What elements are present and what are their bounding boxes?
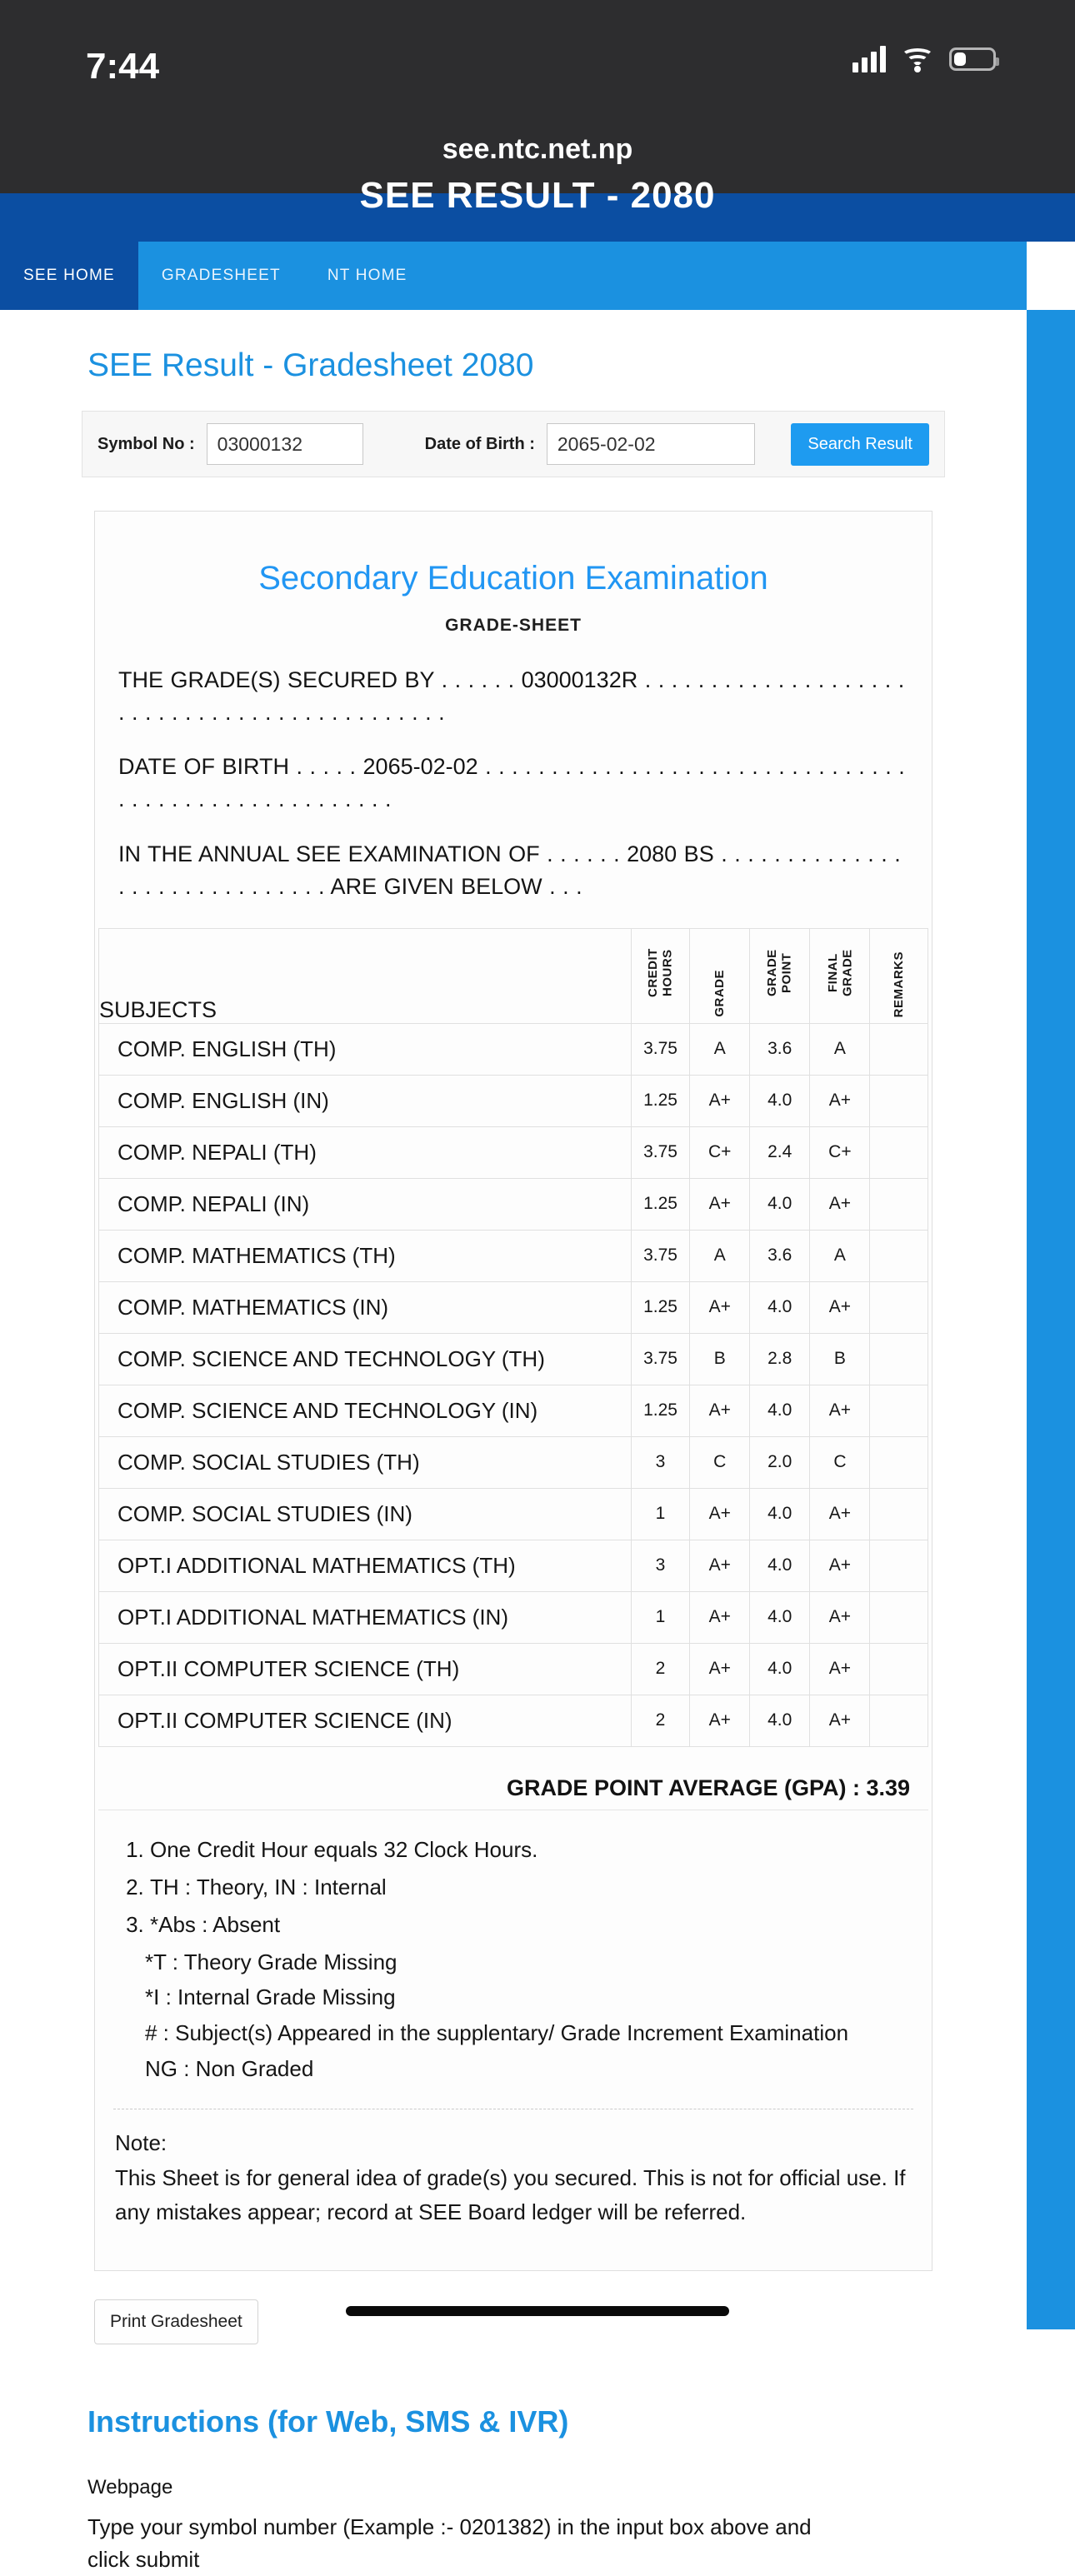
- column-header-grade-point-label: GRADE POINT: [765, 949, 794, 997]
- column-header-final-grade-label: FINAL GRADE: [825, 949, 854, 997]
- cell-credit-hours: 3: [631, 1540, 690, 1591]
- cell-remarks: [870, 1023, 928, 1075]
- cell-grade: A+: [690, 1591, 750, 1643]
- symbol-no-input[interactable]: [207, 423, 363, 465]
- cell-credit-hours: 1.25: [631, 1281, 690, 1333]
- cell-credit-hours: 1.25: [631, 1178, 690, 1230]
- notes-list: [150, 1832, 912, 1943]
- cell-credit-hours: 3: [631, 1436, 690, 1488]
- instructions-text: Type your symbol number (Example :- 0201382) in the input box above and click submit: [88, 2514, 812, 2572]
- cell-subject: OPT.I ADDITIONAL MATHEMATICS (IN): [99, 1591, 632, 1643]
- cell-remarks: [870, 1540, 928, 1591]
- cell-grade-point: 2.4: [750, 1126, 810, 1178]
- disclaimer-heading: Note:: [115, 2130, 168, 2156]
- gradesheet-title: Secondary Education Examination: [258, 560, 768, 597]
- cell-grade: A+: [690, 1075, 750, 1126]
- browser-chrome: [0, 0, 1075, 193]
- cell-final-grade: C+: [810, 1126, 870, 1178]
- table-row: [99, 1230, 928, 1281]
- cell-grade: C+: [690, 1126, 750, 1178]
- cell-grade: A+: [690, 1281, 750, 1333]
- cell-grade-point: 4.0: [750, 1281, 810, 1333]
- result-search-form: [82, 411, 945, 477]
- symbol-no-label: Symbol No :: [98, 434, 195, 453]
- cell-final-grade: C: [810, 1436, 870, 1488]
- cell-subject: COMP. SCIENCE AND TECHNOLOGY (IN): [99, 1385, 632, 1436]
- cell-final-grade: A+: [810, 1643, 870, 1695]
- cell-credit-hours: 3.75: [631, 1126, 690, 1178]
- gradesheet-subtitle: GRADE-SHEET: [445, 616, 582, 635]
- cellular-signal-icon: [852, 46, 886, 72]
- page-content: [0, 310, 1027, 2576]
- cell-final-grade: A: [810, 1230, 870, 1281]
- table-row: [99, 1178, 928, 1230]
- cell-subject: OPT.I ADDITIONAL MATHEMATICS (TH): [99, 1540, 632, 1591]
- column-header-credit-hours-label: CREDIT HOURS: [646, 948, 675, 998]
- gradesheet-notes: [95, 1810, 932, 2087]
- note-sub-theory-missing: *T : Theory Grade Missing: [145, 1949, 398, 1974]
- table-row: [99, 1281, 928, 1333]
- nav-item-nt-home[interactable]: [304, 242, 431, 310]
- cell-final-grade: B: [810, 1333, 870, 1385]
- cell-subject: COMP. ENGLISH (TH): [99, 1023, 632, 1075]
- search-result-button[interactable]: Search Result: [791, 423, 929, 466]
- cell-remarks: [870, 1436, 928, 1488]
- disclaimer-text: This Sheet is for general idea of grade(s) you secured. This is not for official use. If any mistakes appear; record at SEE Board ledger will be referred.: [115, 2164, 906, 2225]
- cell-remarks: [870, 1126, 928, 1178]
- table-row: [99, 1436, 928, 1488]
- cell-credit-hours: 1: [631, 1488, 690, 1540]
- cell-grade-point: 4.0: [750, 1178, 810, 1230]
- hero-title: SEE RESULT - 2080: [359, 175, 716, 216]
- column-header-grade-label: GRADE: [712, 970, 728, 1017]
- cell-credit-hours: 1: [631, 1591, 690, 1643]
- cell-grade-point: 4.0: [750, 1695, 810, 1746]
- cell-final-grade: A+: [810, 1178, 870, 1230]
- cell-grade: A+: [690, 1695, 750, 1746]
- cell-grade: A+: [690, 1178, 750, 1230]
- webpage-viewport: [0, 175, 1075, 2572]
- cell-grade-point: 2.0: [750, 1436, 810, 1488]
- cell-grade: A: [690, 1230, 750, 1281]
- cell-credit-hours: 3.75: [631, 1333, 690, 1385]
- table-row: [99, 1385, 928, 1436]
- cell-final-grade: A: [810, 1023, 870, 1075]
- date-of-birth-input[interactable]: [547, 423, 755, 465]
- table-row: [99, 1643, 928, 1695]
- table-row: [99, 1591, 928, 1643]
- address-bar[interactable]: see.ntc.net.np: [442, 133, 633, 165]
- cell-subject: COMP. SCIENCE AND TECHNOLOGY (TH): [99, 1333, 632, 1385]
- print-gradesheet-button[interactable]: Print Gradesheet: [94, 2299, 258, 2344]
- wifi-icon: [901, 47, 934, 72]
- cell-grade-point: 3.6: [750, 1230, 810, 1281]
- cell-grade: A+: [690, 1540, 750, 1591]
- table-row: [99, 1540, 928, 1591]
- cell-final-grade: A+: [810, 1591, 870, 1643]
- cell-credit-hours: 2: [631, 1695, 690, 1746]
- instructions-body: [0, 2439, 842, 2576]
- cell-subject: COMP. NEPALI (TH): [99, 1126, 632, 1178]
- cell-remarks: [870, 1695, 928, 1746]
- navbar-spacer: [431, 242, 1028, 310]
- cell-final-grade: A+: [810, 1488, 870, 1540]
- instructions-subheading: Webpage: [88, 2475, 173, 2499]
- gradesheet-card: [94, 511, 932, 2271]
- date-of-birth-label: Date of Birth :: [424, 434, 535, 453]
- cell-grade-point: 4.0: [750, 1385, 810, 1436]
- cell-grade: B: [690, 1333, 750, 1385]
- cell-credit-hours: 1.25: [631, 1385, 690, 1436]
- page-title: SEE Result - Gradesheet 2080: [88, 347, 534, 383]
- site-navbar: [0, 242, 1075, 310]
- cell-remarks: [870, 1333, 928, 1385]
- note-item-2: 2. TH : Theory, IN : Internal: [150, 1870, 912, 1905]
- cell-credit-hours: 3.75: [631, 1230, 690, 1281]
- cell-grade: A+: [690, 1488, 750, 1540]
- nav-item-see-home-label: SEE HOME: [23, 267, 115, 284]
- cell-credit-hours: 2: [631, 1643, 690, 1695]
- column-header-subjects: SUBJECTS: [99, 928, 632, 1023]
- cell-credit-hours: 3.75: [631, 1023, 690, 1075]
- cell-subject: COMP. ENGLISH (IN): [99, 1075, 632, 1126]
- cell-remarks: [870, 1075, 928, 1126]
- cell-grade-point: 4.0: [750, 1540, 810, 1591]
- cell-subject: COMP. MATHEMATICS (IN): [99, 1281, 632, 1333]
- status-bar-time: 7:44: [86, 46, 160, 87]
- cell-grade-point: 4.0: [750, 1075, 810, 1126]
- table-row: [99, 1023, 928, 1075]
- cell-grade: C: [690, 1436, 750, 1488]
- grades-table-head: [99, 928, 928, 1023]
- column-header-grade-point: [750, 928, 810, 1023]
- cell-subject: OPT.II COMPUTER SCIENCE (IN): [99, 1695, 632, 1746]
- cell-remarks: [870, 1488, 928, 1540]
- nav-item-gradesheet-label: GRADESHEET: [161, 267, 281, 284]
- navbar-right-edge: [1027, 242, 1075, 310]
- cell-remarks: [870, 1178, 928, 1230]
- cell-grade: A+: [690, 1643, 750, 1695]
- disclaimer-block: [95, 2109, 932, 2230]
- cell-final-grade: A+: [810, 1385, 870, 1436]
- battery-icon: [949, 47, 996, 71]
- grades-table-header-row: [99, 928, 928, 1023]
- cell-subject: COMP. NEPALI (IN): [99, 1178, 632, 1230]
- instructions-title: Instructions (for Web, SMS & IVR): [88, 2404, 569, 2439]
- nav-item-gradesheet[interactable]: [138, 242, 304, 310]
- gradesheet-line-grades-secured: THE GRADE(S) SECURED BY . . . . . . 03000132R . . . . . . . . . . . . . . . . . . . . . . . . . . . . . . . . . . . . . . . . . . . . .: [118, 667, 905, 726]
- table-row: [99, 1126, 928, 1178]
- note-item-1: 1. One Credit Hour equals 32 Clock Hours.: [150, 1832, 912, 1868]
- cell-grade-point: 4.0: [750, 1488, 810, 1540]
- gradesheet-line-date-of-birth: DATE OF BIRTH . . . . . 2065-02-02 . . . . . . . . . . . . . . . . . . . . . . . . . . . . . . . . . . . . . . . . . . . . . . . . . . . . .: [118, 754, 905, 812]
- column-header-credit-hours: [631, 928, 690, 1023]
- cell-remarks: [870, 1591, 928, 1643]
- site-hero-banner: [0, 175, 1075, 242]
- note-sub-non-graded: NG : Non Graded: [145, 2056, 314, 2082]
- grades-table: [98, 928, 928, 1747]
- table-row: [99, 1075, 928, 1126]
- cell-grade-point: 4.0: [750, 1643, 810, 1695]
- column-header-remarks: [870, 928, 928, 1023]
- table-row: [99, 1333, 928, 1385]
- table-row: [99, 1488, 928, 1540]
- note-item-3: 3. *Abs : Absent: [150, 1907, 912, 1943]
- gradesheet-line-exam-year: IN THE ANNUAL SEE EXAMINATION OF . . . . . . 2080 BS . . . . . . . . . . . . . . . . . . . . . . . . . . . . . . ARE GIVEN BELOW . . .: [118, 841, 901, 899]
- home-indicator: [346, 2306, 729, 2316]
- nav-item-nt-home-label: NT HOME: [327, 267, 408, 284]
- cell-final-grade: A+: [810, 1540, 870, 1591]
- note-sub-internal-missing: *I : Internal Grade Missing: [145, 1984, 396, 2010]
- cell-grade: A+: [690, 1385, 750, 1436]
- cell-final-grade: A+: [810, 1281, 870, 1333]
- cell-grade-point: 4.0: [750, 1591, 810, 1643]
- note-sub-supplementary: # : Subject(s) Appeared in the supplentary/ Grade Increment Examination: [145, 2020, 849, 2046]
- cell-grade: A: [690, 1023, 750, 1075]
- grades-table-body: [99, 1023, 928, 1746]
- cell-credit-hours: 1.25: [631, 1075, 690, 1126]
- nav-item-see-home[interactable]: [0, 242, 138, 310]
- column-header-grade: [690, 928, 750, 1023]
- column-header-final-grade: [810, 928, 870, 1023]
- gpa-row: GRADE POINT AVERAGE (GPA) : 3.39: [98, 1747, 928, 1810]
- cell-subject: COMP. SOCIAL STUDIES (IN): [99, 1488, 632, 1540]
- cell-remarks: [870, 1230, 928, 1281]
- status-bar-icons: [852, 46, 996, 72]
- cell-subject: COMP. SOCIAL STUDIES (TH): [99, 1436, 632, 1488]
- cell-grade-point: 3.6: [750, 1023, 810, 1075]
- cell-final-grade: A+: [810, 1075, 870, 1126]
- cell-remarks: [870, 1385, 928, 1436]
- cell-grade-point: 2.8: [750, 1333, 810, 1385]
- cell-remarks: [870, 1281, 928, 1333]
- column-header-remarks-label: REMARKS: [892, 951, 907, 1017]
- cell-remarks: [870, 1643, 928, 1695]
- table-row: [99, 1695, 928, 1746]
- cell-subject: COMP. MATHEMATICS (TH): [99, 1230, 632, 1281]
- cell-final-grade: A+: [810, 1695, 870, 1746]
- cell-subject: OPT.II COMPUTER SCIENCE (TH): [99, 1643, 632, 1695]
